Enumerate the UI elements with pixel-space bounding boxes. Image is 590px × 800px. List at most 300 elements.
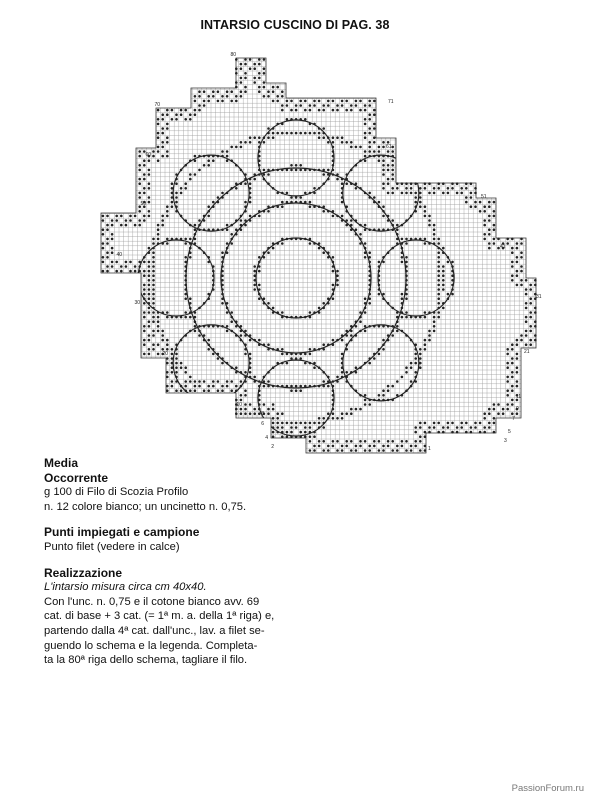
filled-cell — [194, 385, 197, 388]
filled-cell — [258, 90, 261, 93]
filled-cell — [102, 256, 105, 259]
filled-cell — [143, 164, 146, 167]
filled-cell — [345, 371, 348, 374]
filled-cell — [161, 330, 164, 333]
filled-cell — [410, 449, 413, 452]
filled-cell — [516, 274, 519, 277]
filled-cell — [387, 389, 390, 392]
filled-cell — [226, 380, 229, 383]
filled-cell — [313, 104, 316, 107]
filled-cell — [322, 440, 325, 443]
filled-cell — [148, 169, 151, 172]
filled-cell — [424, 215, 427, 218]
filled-cell — [529, 302, 532, 305]
filled-cell — [272, 100, 275, 103]
filled-cell — [520, 339, 523, 342]
filled-cell — [148, 261, 151, 264]
filled-cell — [235, 146, 238, 149]
filled-cell — [184, 385, 187, 388]
filled-cell — [364, 311, 367, 314]
filled-cell — [295, 132, 298, 135]
filled-cell — [396, 325, 399, 328]
filled-cell — [368, 251, 371, 254]
filled-cell — [428, 215, 431, 218]
filled-cell — [465, 422, 468, 425]
filled-cell — [318, 132, 321, 135]
filled-cell — [368, 113, 371, 116]
filled-cell — [511, 371, 514, 374]
filled-cell — [437, 311, 440, 314]
filled-cell — [493, 224, 496, 227]
row-label: 10 — [236, 402, 242, 408]
filled-cell — [410, 187, 413, 190]
filled-cell — [520, 242, 523, 245]
filled-cell — [240, 146, 243, 149]
filled-cell — [171, 118, 174, 121]
filled-cell — [184, 380, 187, 383]
filled-cell — [516, 247, 519, 250]
filled-cell — [148, 270, 151, 273]
filled-cell — [327, 141, 330, 144]
filled-cell — [148, 353, 151, 356]
filled-cell — [175, 201, 178, 204]
filled-cell — [534, 334, 537, 337]
row-label: 80 — [230, 52, 236, 58]
filled-cell — [148, 325, 151, 328]
filled-cell — [286, 362, 289, 365]
filled-cell — [263, 403, 266, 406]
filled-cell — [244, 371, 247, 374]
instructions-block — [44, 456, 374, 668]
filled-cell — [148, 293, 151, 296]
filled-cell — [272, 86, 275, 89]
filled-cell — [244, 353, 247, 356]
filled-cell — [506, 394, 509, 397]
filled-cell — [479, 431, 482, 434]
filled-cell — [456, 192, 459, 195]
filled-cell — [318, 417, 321, 420]
filled-cell — [419, 435, 422, 438]
filled-cell — [194, 173, 197, 176]
filled-cell — [424, 343, 427, 346]
row-label: 71 — [388, 99, 394, 105]
filled-cell — [138, 169, 141, 172]
filled-cell — [286, 192, 289, 195]
filled-cell — [143, 261, 146, 264]
filled-cell — [364, 399, 367, 402]
filled-cell — [152, 279, 155, 282]
filled-cell — [290, 357, 293, 360]
filled-cell — [143, 325, 146, 328]
filled-cell — [516, 261, 519, 264]
filled-cell — [249, 403, 252, 406]
filled-cell — [175, 196, 178, 199]
filled-cell — [304, 435, 307, 438]
filled-cell — [364, 330, 367, 333]
filled-cell — [424, 445, 427, 448]
filled-cell — [341, 136, 344, 139]
filled-cell — [414, 182, 417, 185]
filled-cell — [483, 210, 486, 213]
page-title: INTARSIO CUSCINO DI PAG. 38 — [200, 18, 390, 32]
filled-cell — [516, 339, 519, 342]
filled-cell — [322, 426, 325, 429]
filled-cell — [143, 270, 146, 273]
filled-cell — [368, 141, 371, 144]
filled-cell — [511, 385, 514, 388]
filled-cell — [263, 81, 266, 84]
making-line: partendo dalla 4ª cat. dall'unc., lav. a filet se- — [44, 624, 265, 637]
filled-cell — [437, 261, 440, 264]
filled-cell — [281, 426, 284, 429]
filled-cell — [230, 100, 233, 103]
filled-cell — [437, 274, 440, 277]
filled-cell — [364, 325, 367, 328]
filled-cell — [525, 320, 528, 323]
filled-cell — [424, 205, 427, 208]
filled-cell — [212, 201, 215, 204]
filled-cell — [433, 422, 436, 425]
filled-cell — [341, 353, 344, 356]
filled-cell — [299, 196, 302, 199]
filled-cell — [258, 284, 261, 287]
filled-cell — [249, 136, 252, 139]
filled-cell — [152, 334, 155, 337]
filled-cell — [152, 302, 155, 305]
filled-cell — [332, 417, 335, 420]
filled-cell — [327, 445, 330, 448]
filled-cell — [299, 357, 302, 360]
filled-cell — [378, 146, 381, 149]
filled-cell — [240, 63, 243, 66]
filled-cell — [511, 265, 514, 268]
filled-cell — [263, 58, 266, 61]
filled-cell — [189, 389, 192, 392]
filled-cell — [129, 270, 132, 273]
filled-cell — [134, 215, 137, 218]
filled-cell — [322, 302, 325, 305]
filled-cell — [138, 210, 141, 213]
filled-cell — [332, 136, 335, 139]
filled-cell — [217, 90, 220, 93]
filled-cell — [483, 233, 486, 236]
filled-cell — [253, 178, 256, 181]
filled-cell — [309, 348, 312, 351]
filled-cell — [244, 72, 247, 75]
filled-cell — [125, 265, 128, 268]
filled-cell — [120, 224, 123, 227]
filled-cell — [474, 187, 477, 190]
size-heading: Media — [44, 456, 79, 470]
filled-cell — [364, 224, 367, 227]
filled-cell — [111, 224, 114, 227]
filled-cell — [102, 270, 105, 273]
filled-cell — [249, 182, 252, 185]
filled-cell — [148, 339, 151, 342]
filled-cell — [378, 440, 381, 443]
filled-cell — [424, 187, 427, 190]
filled-cell — [414, 426, 417, 429]
filled-cell — [387, 164, 390, 167]
row-label: 20 — [162, 351, 168, 357]
filled-cell — [437, 242, 440, 245]
filled-cell — [433, 330, 436, 333]
filled-cell — [327, 100, 330, 103]
filled-cell — [442, 192, 445, 195]
filled-cell — [341, 215, 344, 218]
filled-cell — [189, 256, 192, 259]
filled-cell — [511, 251, 514, 254]
filled-cell — [276, 100, 279, 103]
filled-cell — [414, 362, 417, 365]
filled-cell — [387, 182, 390, 185]
row-label: 70 — [154, 102, 160, 108]
filled-cell — [212, 380, 215, 383]
filled-cell — [525, 330, 528, 333]
filled-cell — [221, 192, 224, 195]
materials-line: n. 12 colore bianco; un uncinetto n. 0,75. — [44, 500, 247, 513]
filled-cell — [442, 270, 445, 273]
filled-cell — [401, 376, 404, 379]
filled-cell — [180, 109, 183, 112]
filled-cell — [345, 109, 348, 112]
filled-cell — [506, 376, 509, 379]
filled-cell — [217, 357, 220, 360]
filled-cell — [529, 325, 532, 328]
filled-cell — [502, 408, 505, 411]
filled-cell — [534, 284, 537, 287]
filled-cell — [442, 182, 445, 185]
filled-cell — [350, 104, 353, 107]
filled-cell — [433, 238, 436, 241]
filled-cell — [359, 146, 362, 149]
filled-cell — [382, 389, 385, 392]
filled-cell — [152, 270, 155, 273]
filled-cell — [138, 192, 141, 195]
filled-cell — [267, 251, 270, 254]
filled-cell — [428, 224, 431, 227]
filled-cell — [511, 357, 514, 360]
filled-cell — [267, 90, 270, 93]
filled-cell — [240, 81, 243, 84]
filled-cell — [152, 265, 155, 268]
filled-cell — [152, 261, 155, 264]
filled-cell — [299, 169, 302, 172]
filled-cell — [391, 150, 394, 153]
filled-cell — [419, 196, 422, 199]
filled-cell — [318, 136, 321, 139]
filled-cell — [221, 95, 224, 98]
filled-cell — [529, 288, 532, 291]
filled-cell — [166, 376, 169, 379]
filled-cell — [102, 219, 105, 222]
materials-heading: Occorrente — [44, 470, 109, 485]
filled-cell — [382, 164, 385, 167]
filled-cell — [332, 297, 335, 300]
filled-cell — [143, 192, 146, 195]
filled-cell — [327, 104, 330, 107]
filled-cell — [410, 445, 413, 448]
filled-cell — [299, 389, 302, 392]
filled-cell — [442, 431, 445, 434]
filled-cell — [184, 187, 187, 190]
filled-cell — [244, 389, 247, 392]
filled-cell — [244, 141, 247, 144]
filled-cell — [493, 238, 496, 241]
filled-cell — [249, 339, 252, 342]
filled-cell — [281, 422, 284, 425]
filled-cell — [194, 109, 197, 112]
filled-cell — [226, 95, 229, 98]
filled-cell — [447, 192, 450, 195]
filled-cell — [290, 169, 293, 172]
filled-cell — [276, 86, 279, 89]
filled-cell — [249, 371, 252, 374]
filled-cell — [226, 330, 229, 333]
filled-cell — [143, 173, 146, 176]
filled-cell — [272, 307, 275, 310]
filled-cell — [424, 210, 427, 213]
filled-cell — [152, 316, 155, 319]
filled-cell — [355, 325, 358, 328]
filled-cell — [194, 155, 197, 158]
filled-cell — [138, 150, 141, 153]
filled-cell — [230, 242, 233, 245]
filled-cell — [157, 228, 160, 231]
filled-cell — [258, 339, 261, 342]
filled-cell — [433, 187, 436, 190]
filled-cell — [184, 118, 187, 121]
filled-cell — [175, 113, 178, 116]
filled-cell — [166, 150, 169, 153]
filled-cell — [410, 362, 413, 365]
filled-cell — [295, 109, 298, 112]
filled-cell — [226, 311, 229, 314]
filled-cell — [534, 307, 537, 310]
filled-cell — [290, 385, 293, 388]
filled-cell — [364, 403, 367, 406]
filled-cell — [424, 182, 427, 185]
filled-cell — [401, 316, 404, 319]
filled-cell — [336, 449, 339, 452]
filled-cell — [175, 362, 178, 365]
filled-cell — [161, 339, 164, 342]
row-label: 50 — [140, 201, 146, 207]
filled-cell — [378, 293, 381, 296]
filled-cell — [336, 270, 339, 273]
filled-cell — [304, 431, 307, 434]
filled-cell — [511, 403, 514, 406]
filled-cell — [525, 302, 528, 305]
filled-cell — [143, 215, 146, 218]
filled-cell — [424, 316, 427, 319]
filled-cell — [152, 155, 155, 158]
filled-cell — [350, 408, 353, 411]
row-label: 8 — [261, 411, 264, 417]
filled-cell — [488, 233, 491, 236]
filled-cell — [483, 224, 486, 227]
filled-cell — [322, 104, 325, 107]
filled-cell — [447, 261, 450, 264]
filled-cell — [194, 325, 197, 328]
filled-cell — [506, 238, 509, 241]
filled-cell — [198, 334, 201, 337]
filled-cell — [120, 215, 123, 218]
filled-cell — [152, 150, 155, 153]
filled-cell — [313, 449, 316, 452]
filled-cell — [148, 159, 151, 162]
filled-cell — [235, 81, 238, 84]
filled-cell — [309, 311, 312, 314]
filled-cell — [198, 95, 201, 98]
filled-cell — [368, 100, 371, 103]
filled-cell — [166, 113, 169, 116]
filled-cell — [488, 219, 491, 222]
stitches-heading: Punti impiegati e campione — [44, 525, 200, 540]
filled-cell — [106, 215, 109, 218]
filled-cell — [226, 325, 229, 328]
filled-cell — [240, 334, 243, 337]
filled-cell — [166, 109, 169, 112]
filled-cell — [483, 417, 486, 420]
filled-cell — [382, 348, 385, 351]
filled-cell — [309, 132, 312, 135]
filled-cell — [217, 380, 220, 383]
filled-cell — [318, 100, 321, 103]
filled-cell — [359, 100, 362, 103]
row-label: 7 — [512, 416, 515, 422]
filled-cell — [506, 403, 509, 406]
filled-cell — [276, 412, 279, 415]
filled-cell — [148, 210, 151, 213]
filled-cell — [286, 422, 289, 425]
filled-cell — [322, 109, 325, 112]
filled-cell — [345, 141, 348, 144]
filled-cell — [134, 224, 137, 227]
filled-cell — [405, 182, 408, 185]
filled-cell — [267, 302, 270, 305]
filled-cell — [240, 141, 243, 144]
filled-cell — [180, 192, 183, 195]
filled-cell — [198, 380, 201, 383]
filled-cell — [424, 435, 427, 438]
filled-cell — [166, 123, 169, 126]
filled-cell — [221, 302, 224, 305]
filled-cell — [451, 431, 454, 434]
filled-cell — [125, 261, 128, 264]
filled-cell — [341, 412, 344, 415]
filled-cell — [332, 270, 335, 273]
filled-cell — [437, 182, 440, 185]
filled-cell — [267, 408, 270, 411]
filled-cell — [336, 279, 339, 282]
filled-cell — [253, 136, 256, 139]
filled-cell — [322, 210, 325, 213]
filled-cell — [286, 132, 289, 135]
filled-cell — [249, 353, 252, 356]
filled-cell — [511, 247, 514, 250]
filled-cell — [304, 100, 307, 103]
filled-cell — [212, 90, 215, 93]
filled-cell — [226, 155, 229, 158]
filled-cell — [194, 380, 197, 383]
filled-cell — [355, 100, 358, 103]
filled-cell — [382, 141, 385, 144]
filled-cell — [111, 233, 114, 236]
filled-cell — [341, 182, 344, 185]
filled-cell — [506, 348, 509, 351]
filled-cell — [194, 330, 197, 333]
